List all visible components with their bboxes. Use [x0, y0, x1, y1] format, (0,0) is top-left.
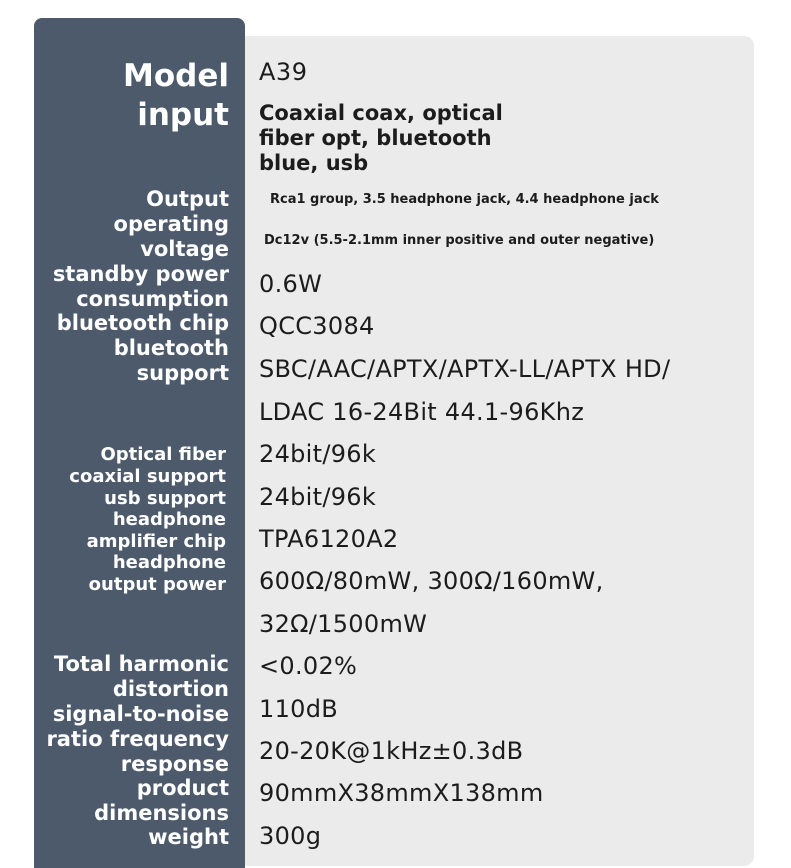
value-bluetooth-support: SBC/AAC/APTX/APTX-LL/APTX HD/ LDAC 16-24Bit 44.1-96Khz [259, 355, 671, 426]
label-snr: signal-to-noise [52, 702, 229, 726]
value-usb: 24bit/96k [259, 483, 377, 511]
label-input: input [137, 97, 229, 133]
value-bluetooth-chip: QCC3084 [259, 312, 375, 340]
label-output: Output [146, 187, 229, 211]
value-dimensions: 90mmX38mmX138mm [259, 779, 544, 807]
value-input: Coaxial coax, optical fiber opt, bluetooth blue, usb [259, 101, 503, 175]
label-headphone-amp-chip: headphone amplifier chip [86, 509, 226, 552]
label-coaxial-support: coaxial support [69, 466, 226, 487]
value-headphone-output: 600Ω/80mW, 300Ω/160mW, 32Ω/1500mW [259, 567, 604, 638]
label-usb-support: usb support [104, 488, 226, 509]
label-bluetooth-support: bluetooth support [113, 336, 229, 385]
value-operating-voltage: Dc12v (5.5-2.1mm inner positive and outer negative) [264, 233, 655, 248]
value-snr: 110dB [259, 695, 339, 723]
value-frequency-response: 20-20K@1kHz±0.3dB [259, 737, 524, 765]
label-model: Model [123, 58, 229, 94]
value-standby-power: 0.6W [259, 270, 323, 298]
value-thd: <0.02% [259, 652, 358, 680]
label-frequency-response: ratio frequency response [46, 727, 229, 776]
value-headphone-amp-chip: TPA6120A2 [259, 525, 399, 553]
label-headphone-output: headphone output power [88, 552, 226, 595]
value-output: Rca1 group, 3.5 headphone jack, 4.4 headphone jack [270, 192, 659, 207]
label-dimensions: product dimensions [94, 776, 229, 825]
value-weight: 300g [259, 822, 322, 850]
value-optical-coaxial: 24bit/96k [259, 440, 377, 468]
label-standby-power: standby power consumption [52, 262, 229, 311]
label-optical-fiber: Optical fiber [100, 444, 226, 465]
value-model: A39 [259, 58, 308, 86]
label-operating-voltage: operating voltage [113, 212, 229, 261]
label-weight: weight [148, 825, 229, 849]
label-thd: Total harmonic distortion [53, 652, 229, 701]
label-bluetooth-chip: bluetooth chip [56, 311, 229, 335]
